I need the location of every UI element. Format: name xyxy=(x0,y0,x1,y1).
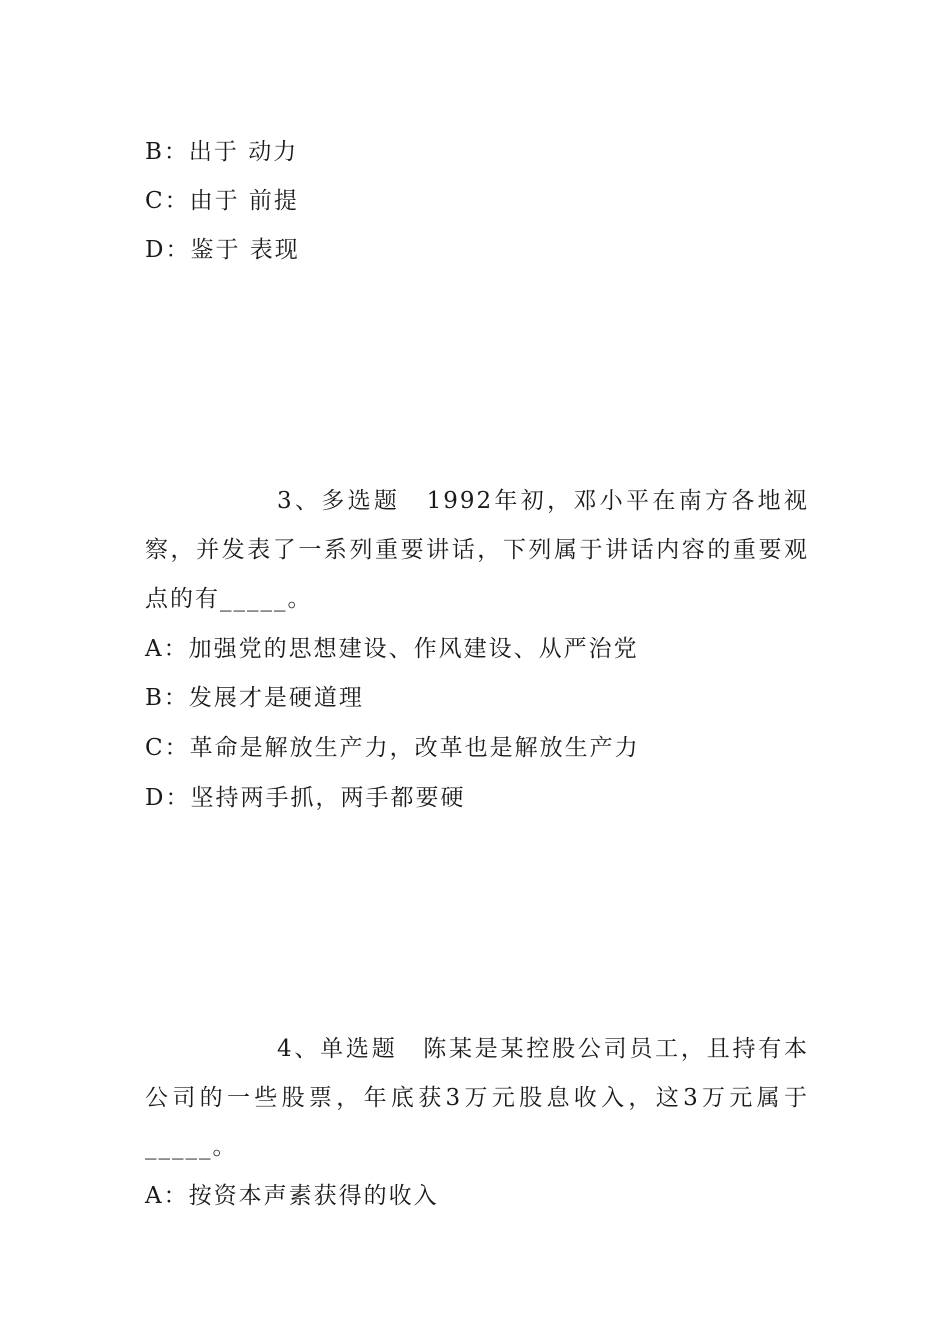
question-3-stem: 3、多选题 1992年初，邓小平在南方各地视察，并发表了一系列重要讲话，下列属于讲话内容的重要观点的有_____。 xyxy=(145,488,809,612)
option-b: B：出于 动力 xyxy=(145,139,299,165)
option-c: C：由于 前提 xyxy=(145,188,299,214)
q3-option-c: C：革命是解放生产力，改革也是解放生产力 xyxy=(145,735,640,761)
q4-option-a: A：按资本声素获得的收入 xyxy=(145,1183,439,1209)
q3-option-b: B：发展才是硬道理 xyxy=(145,685,364,711)
option-d: D：鉴于 表现 xyxy=(145,237,300,263)
q3-option-a: A：加强党的思想建设、作风建设、从严治党 xyxy=(145,636,639,662)
q3-option-d: D：坚持两手抓，两手都要硬 xyxy=(145,785,466,811)
question-4-stem: 4、单选题 陈某是某控股公司员工，且持有本公司的一些股票，年底获3万元股息收入，这3万元属于_____。 xyxy=(145,1036,809,1160)
